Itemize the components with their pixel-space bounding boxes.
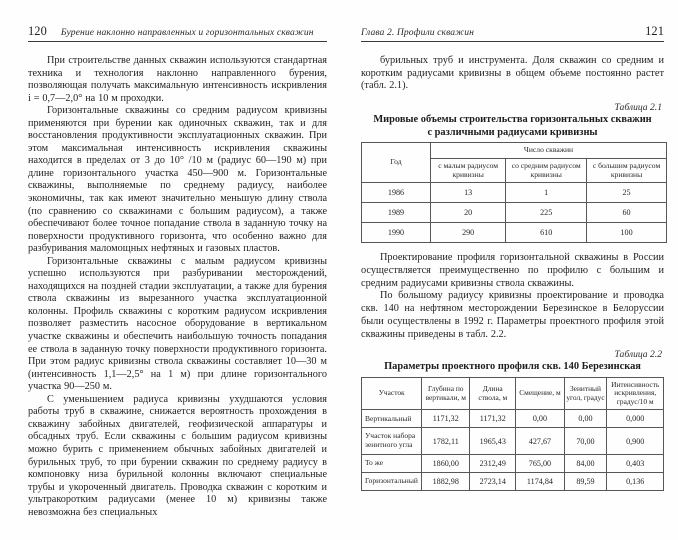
table-22-header: Зенитный угол, градус xyxy=(564,377,607,410)
cell-section: Вертикальный xyxy=(362,410,422,428)
cell-intensity: 0,000 xyxy=(607,410,664,428)
cell-section: Горизонтальный xyxy=(362,473,422,491)
table-22 xyxy=(361,377,664,491)
table-22-header: Интенсивность искривления, градус/10 м xyxy=(607,377,664,410)
table-row-header xyxy=(362,142,667,158)
cell-angle: 84,00 xyxy=(564,455,607,473)
cell-large-radius: 60 xyxy=(587,203,667,223)
page-right xyxy=(339,0,678,540)
cell-offset: 427,67 xyxy=(516,428,564,455)
table-row xyxy=(362,223,667,243)
table-21-number: Таблица 2.1 xyxy=(614,102,662,114)
cell-angle: 70,00 xyxy=(564,428,607,455)
table-row-header xyxy=(362,377,664,410)
cell-large-radius: 25 xyxy=(587,183,667,203)
table-row xyxy=(362,203,667,223)
table-row xyxy=(362,455,664,473)
cell-depth: 1860,00 xyxy=(422,455,470,473)
table-22-header: Смещение, м xyxy=(516,377,564,410)
running-head-title-left: Бурение наклонно направленных и горизонтальных скважин xyxy=(60,27,314,38)
cell-offset: 765,00 xyxy=(516,455,564,473)
cell-angle: 89,59 xyxy=(564,473,607,491)
table-row xyxy=(362,183,667,203)
table-22-header: Длина ствола, м xyxy=(470,377,516,410)
table-21-header-group: Число скважин xyxy=(431,142,667,158)
table-row xyxy=(362,410,664,428)
table-21-title xyxy=(361,114,664,139)
table-21-subheader: с малым радиусом кривизны xyxy=(431,158,506,183)
cell-small-radius: 13 xyxy=(431,183,506,203)
table-22-number: Таблица 2.2 xyxy=(614,349,662,361)
cell-offset: 0,00 xyxy=(516,410,564,428)
cell-small-radius: 290 xyxy=(431,223,506,243)
cell-year: 1990 xyxy=(362,223,431,243)
cell-intensity: 0,136 xyxy=(607,473,664,491)
cell-depth: 1171,32 xyxy=(422,410,470,428)
table-row xyxy=(362,428,664,455)
cell-depth: 1882,98 xyxy=(422,473,470,491)
table-22-title: Параметры проектного профиля скв. 140 Березинская xyxy=(384,361,641,373)
page-number-right: 121 xyxy=(645,24,664,38)
cell-small-radius: 20 xyxy=(431,203,506,223)
cell-medium-radius: 225 xyxy=(506,203,587,223)
table-21-title-line1: Мировые объемы строительства горизонтальных скважин xyxy=(373,114,652,126)
paragraph: Горизонтальные скважины со средним радиусом кривизны применяются при бурении как одиночных скважин, так и для восстановления продуктивности эксплуатационных скважин. При этом максимальная интенсивность искривления скважины находится в пределах от 3 до 10° /10 м (радиус 60—190 м) при длине горизонтального участка 450—900 м. Горизонтальные скважины, выполняемые по среднему радиусу, наиболее экономичны, так как имеют значительно меньшую длину ствола (по сравнению со скважинами с большим радиусом), а также обеспечивают более точное попадание ствола в заданную точку на поверхности продуктивного горизонта, что особенно важно для разбуривания маломощных нефтяных и газовых пластов. xyxy=(28,105,327,255)
cell-medium-radius: 1 xyxy=(506,183,587,203)
cell-offset: 1174,84 xyxy=(516,473,564,491)
table-22-header: Участок xyxy=(362,377,422,410)
paragraph: С уменьшением радиуса кривизны ухудшаются условия работы труб в скважине, снижается вероятность прохождения в скважину забойных двигателей, геофизической аппаратуры и обсадных труб. Если скважины с большим радиусом кривизны можно бурить с применением обычных забойных двигателей и бурильных труб, то при бурении скважин по среднему радиусу в компоновку низа бурильной колонны включают специальные трубы и укороченный двигатель. Проводка скважин с коротким и ультракоротким радиусами (менее 10 м) кривизны также невозможна без специальных xyxy=(28,393,327,518)
cell-angle: 0,00 xyxy=(564,410,607,428)
table-22-header: Глубина по вертикали, м xyxy=(422,377,470,410)
table-21-subheader: со средним радиусом кривизны xyxy=(506,158,587,183)
paragraph: Проектирование профиля горизонтальной скважины в России осуществляется преимущественно по профилю с большим и средним радиусами кривизны ствола скважины. xyxy=(361,252,664,289)
running-head-right xyxy=(361,24,664,42)
paragraph: По большому радиусу кривизны проектирование и проводка скв. 140 на нефтяном месторождении Березинское в Белоруссии были осуществлены в 1992 г. Параметры проектного профиля этой скважины приведены в табл. 2.2. xyxy=(361,290,664,340)
cell-section: То же xyxy=(362,455,422,473)
paragraph: бурильных труб и инструмента. Доля скважин со средним и коротким радиусами кривизны в общем объеме постоянно растет (табл. 2.1). xyxy=(361,55,664,92)
cell-year: 1989 xyxy=(362,203,431,223)
paragraph: При строительстве данных скважин используются стандартная техника и технология наклонно направленного бурения, позволяющая получать максимальную интенсивность искривления i = 0,7—2,0° на 10 м проходки. xyxy=(28,55,327,104)
table-21-header-year: Год xyxy=(362,142,431,182)
cell-length: 1171,32 xyxy=(470,410,516,428)
table-21-subheader: с большим радиусом кривизны xyxy=(587,158,667,183)
cell-intensity: 0,900 xyxy=(607,428,664,455)
table-21-title-line2: с различными радиусами кривизны xyxy=(427,126,598,138)
page-number-left: 120 xyxy=(28,24,47,38)
cell-year: 1986 xyxy=(362,183,431,203)
cell-length: 1965,43 xyxy=(470,428,516,455)
cell-large-radius: 100 xyxy=(587,223,667,243)
cell-section: Участок набора зенитного угла xyxy=(362,428,422,455)
cell-medium-radius: 610 xyxy=(506,223,587,243)
table-row xyxy=(362,473,664,491)
cell-intensity: 0,403 xyxy=(607,455,664,473)
table-21 xyxy=(361,142,667,243)
cell-length: 2312,49 xyxy=(470,455,516,473)
paragraph: Горизонтальные скважины с малым радиусом кривизны успешно используются при разбуривании месторождений, находящихся на поздней стадии эксплуатации, а также для бурения ствола скважины из вырезанного участка эксплуатационной колонны. Профиль скважины с коротким радиусом искривления позволяет разместить насосное оборудование в вертикальном участке скважины и обеспечить наибольшую точность попадания ее ствола в заданную точку поверхности продуктивного горизонта. При этом радиус кривизны ствола скважины составляет 10—30 м (интенсивность 1,1—2,5° на 1 м) при длине горизонтального участка 90—250 м. xyxy=(28,255,327,393)
running-head-title-right: Глава 2. Профили скважин xyxy=(361,27,474,38)
cell-length: 2723,14 xyxy=(470,473,516,491)
running-head-left xyxy=(28,24,327,42)
cell-depth: 1782,11 xyxy=(422,428,470,455)
